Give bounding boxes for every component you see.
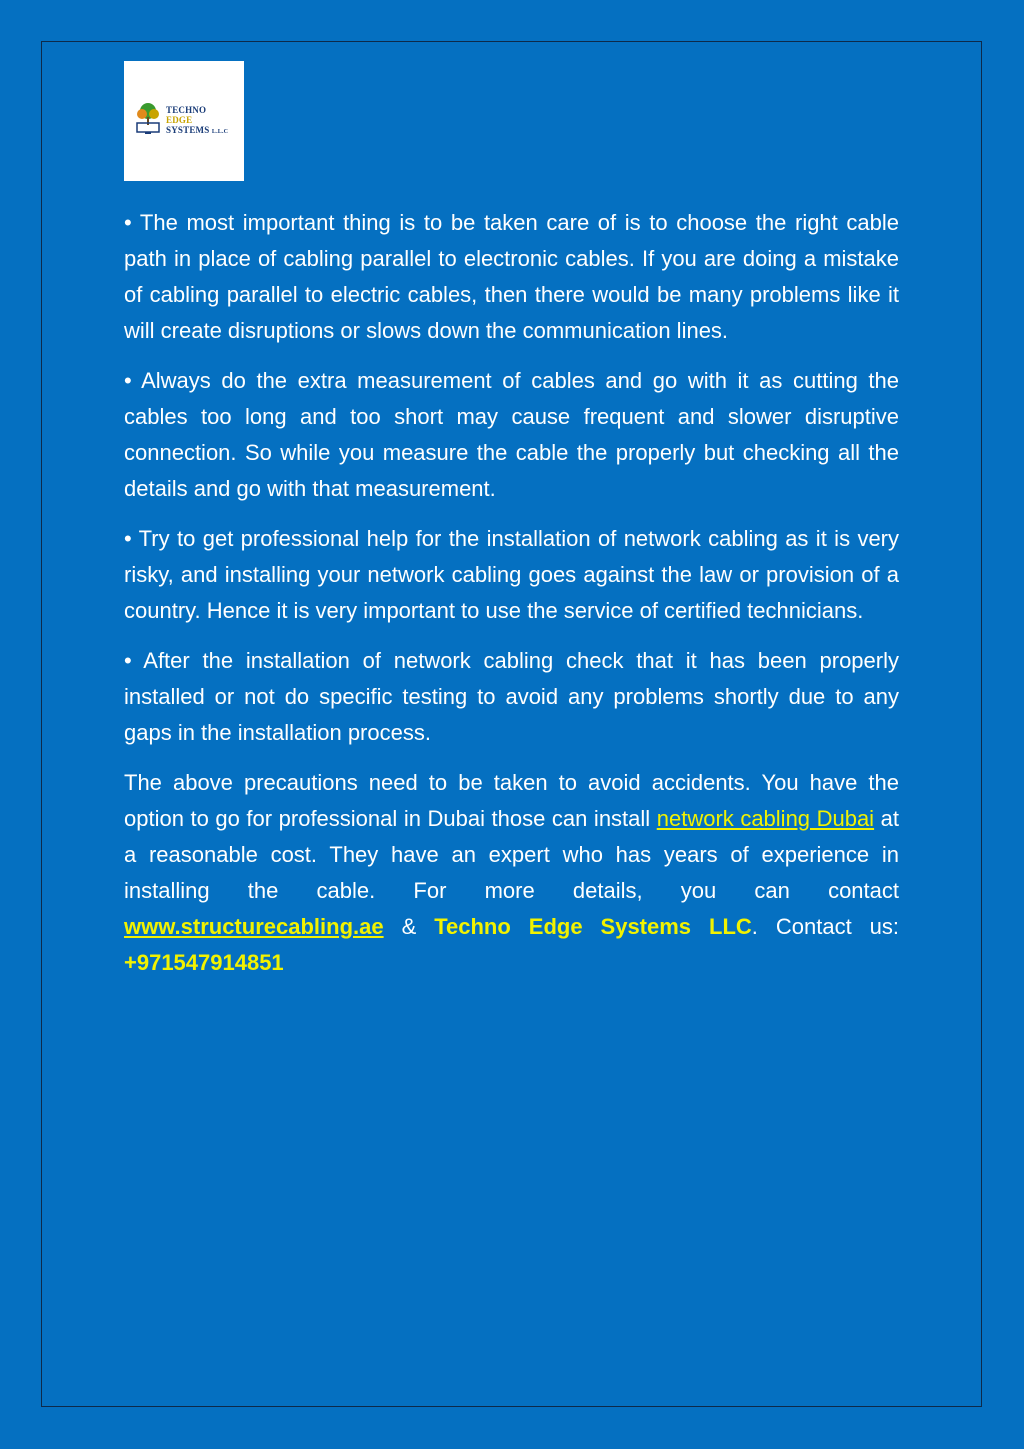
logo-line-systems: SYSTEMS [166,125,210,135]
paragraph-professional-help: • Try to get professional help for the installation of network cabling as it is very risky, and installing your network cabling goes against the law or provision of a country. Hence it is very important to use the service of certified technicians. [124,526,899,623]
logo-wordmark [166,105,228,137]
paragraph-closing [124,765,899,981]
paragraph-measurement: • Always do the extra measurement of cables and go with it as cutting the cables too long and too short may cause frequent and slower disruptive connection. So while you measure the cable the properly but checking all the details and go with that measurement. [124,368,899,501]
logo-suffix: L.L.C [211,129,229,135]
logo-line-techno: TECHNO [166,105,207,115]
phone-number: +971547914851 [124,950,284,975]
network-cabling-link[interactable]: network cabling Dubai [656,806,875,831]
contact-label: . Contact us: [751,914,899,939]
ampersand: & [383,914,435,939]
body-text [124,205,899,995]
paragraph-cable-path: • The most important thing is to be taken care of is to choose the right cable path in place of cabling parallel to electronic cables. If you are doing a mistake of cabling parallel to electric cables, then there would be many problems like it will create disruptions or slows down the communication lines. [124,210,899,343]
company-logo [124,61,244,181]
closing-text-2: at a reasonable cost. They have an expert who has years of experience in installing the cable. For more details, you can contact [124,806,899,903]
logo-line-edge: EDGE [166,115,193,125]
company-name: Techno Edge Systems LLC [434,914,752,939]
tree-monitor-icon [134,101,162,135]
closing-text-1: The above precautions need to be taken to avoid accidents. You have the option to go for professional in Dubai those can install [124,770,899,831]
paragraph-testing: • After the installation of network cabling check that it has been properly installed or not do specific testing to avoid any problems shortly due to any gaps in the installation process. [124,648,899,745]
website-link[interactable]: www.structurecabling.ae [124,914,384,939]
